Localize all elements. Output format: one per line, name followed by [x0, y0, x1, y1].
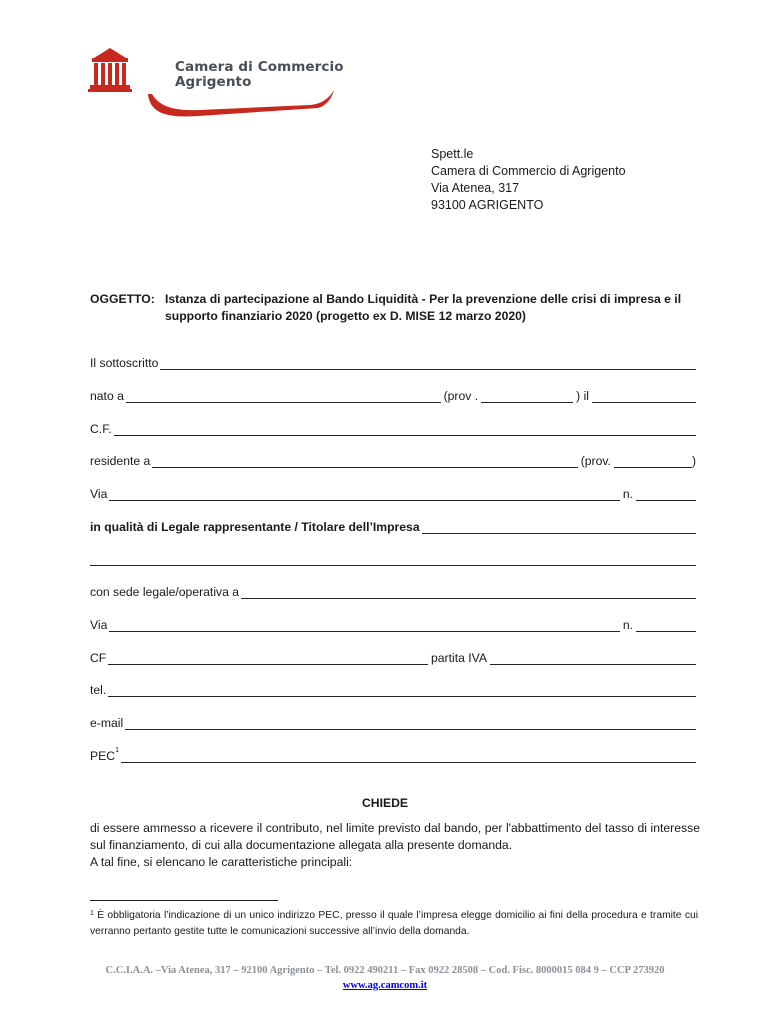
- label-sede: con sede legale/operativa a: [90, 585, 240, 599]
- request-paragraph: [90, 820, 700, 871]
- label-prov: (prov .: [443, 389, 479, 403]
- subject-label: OGGETTO:: [90, 292, 155, 306]
- label-email: e-mail: [90, 716, 124, 730]
- blank-partita-iva[interactable]: [490, 653, 696, 665]
- request-heading: CHIEDE: [361, 796, 409, 810]
- label-prov2-close: ): [691, 454, 696, 468]
- recipient-address: [431, 146, 626, 214]
- field-cf-piva: [90, 649, 696, 665]
- footnote-ref: 1: [115, 747, 119, 754]
- blank-company-street[interactable]: [109, 620, 619, 632]
- footnote-divider: [90, 900, 278, 901]
- blank-birthplace[interactable]: [126, 391, 441, 403]
- label-residente: residente a: [90, 454, 151, 468]
- request-text2: A tal fine, si elencano le caratteristiche principali:: [90, 855, 353, 869]
- blank-pec[interactable]: [121, 751, 696, 763]
- blank-residence-prov[interactable]: [614, 456, 692, 468]
- field-email: [90, 714, 696, 730]
- field-pec: [90, 747, 696, 763]
- label-cf: C.F.: [90, 422, 112, 436]
- field-sede: [90, 583, 696, 599]
- label-cf2: CF: [90, 651, 107, 665]
- field-cf: [90, 420, 696, 436]
- blank-company-street-number[interactable]: [636, 620, 696, 632]
- blank-birth-date[interactable]: [592, 391, 696, 403]
- footnote-text: È obbligatoria l’indicazione di un unico indirizzo PEC, presso il quale l’impresa elegge domicilio ai fini della procedura e tramite cui verranno pertanto gestite tutte le comunicazioni successive all’invio della domanda.: [90, 910, 698, 937]
- field-sottoscritto: [90, 354, 696, 370]
- blank-company[interactable]: [422, 522, 696, 534]
- blank-sede[interactable]: [241, 587, 696, 599]
- blank-email[interactable]: [125, 718, 696, 730]
- label-pec-text: PEC: [90, 749, 116, 763]
- org-line1: Camera di Commercio: [175, 59, 344, 75]
- label-via: Via: [90, 487, 108, 501]
- label-il: ) il: [576, 389, 589, 403]
- blank-street-number[interactable]: [636, 489, 696, 501]
- field-via2: [90, 616, 696, 632]
- label-via2: Via: [90, 618, 108, 632]
- field-tel: [90, 681, 696, 697]
- blank-company-line2[interactable]: [90, 554, 696, 566]
- label-tel: tel.: [90, 683, 107, 697]
- field-via: [90, 485, 696, 501]
- label-numero2: n.: [622, 618, 633, 632]
- label-prov2: (prov.: [580, 454, 611, 468]
- field-nato: [90, 387, 696, 403]
- blank-residence[interactable]: [152, 456, 577, 468]
- recipient-line3: Via Atenea, 317: [431, 181, 520, 195]
- label-partita-iva: partita IVA: [431, 651, 487, 665]
- blank-cf[interactable]: [114, 424, 696, 436]
- field-residente: [90, 452, 696, 468]
- page-footer: [0, 963, 770, 993]
- temple-icon: [88, 48, 132, 92]
- blank-tel[interactable]: [108, 685, 696, 697]
- label-qualita: in qualità di Legale rappresentante / Titolare dell’Impresa: [90, 520, 420, 534]
- blank-sottoscritto[interactable]: [160, 358, 696, 370]
- subject-text: Istanza di partecipazione al Bando Liquidità - Per la prevenzione delle crisi di impresa e il supporto finanziario 2020 (progetto ex D. MISE 12 marzo 2020): [165, 292, 682, 323]
- footnote-number: 1: [90, 910, 94, 917]
- footnote: [90, 908, 698, 940]
- recipient-line1: Spett.le: [431, 147, 474, 161]
- label-pec: [90, 749, 119, 763]
- label-sottoscritto: Il sottoscritto: [90, 356, 159, 370]
- org-line2: Agrigento: [175, 74, 252, 90]
- label-nato-a: nato a: [90, 389, 124, 403]
- logo-text: [175, 60, 344, 90]
- blank-birth-prov[interactable]: [481, 391, 573, 403]
- blank-company-cf[interactable]: [108, 653, 428, 665]
- footer-website-link[interactable]: www.ag.camcom.it: [342, 980, 428, 991]
- recipient-line4: 93100 AGRIGENTO: [431, 198, 544, 212]
- blank-street[interactable]: [109, 489, 619, 501]
- field-qualita: [90, 518, 696, 534]
- label-numero: n.: [622, 487, 633, 501]
- request-text: di essere ammesso a ricevere il contributo, nel limite previsto dal bando, per l'abbattimento del tasso di interesse sul finanziamento, di cui alla documentazione allegata alla presente domanda.: [90, 821, 700, 852]
- field-company-continued: [90, 550, 696, 566]
- recipient-line2: Camera di Commercio di Agrigento: [431, 164, 626, 178]
- footer-contacts: C.C.I.A.A. –Via Atenea, 317 – 92100 Agrigento – Tel. 0922 490211 – Fax 0922 28508 – Cod. Fisc. 8000015 084 9 – CCP 273920: [105, 965, 665, 976]
